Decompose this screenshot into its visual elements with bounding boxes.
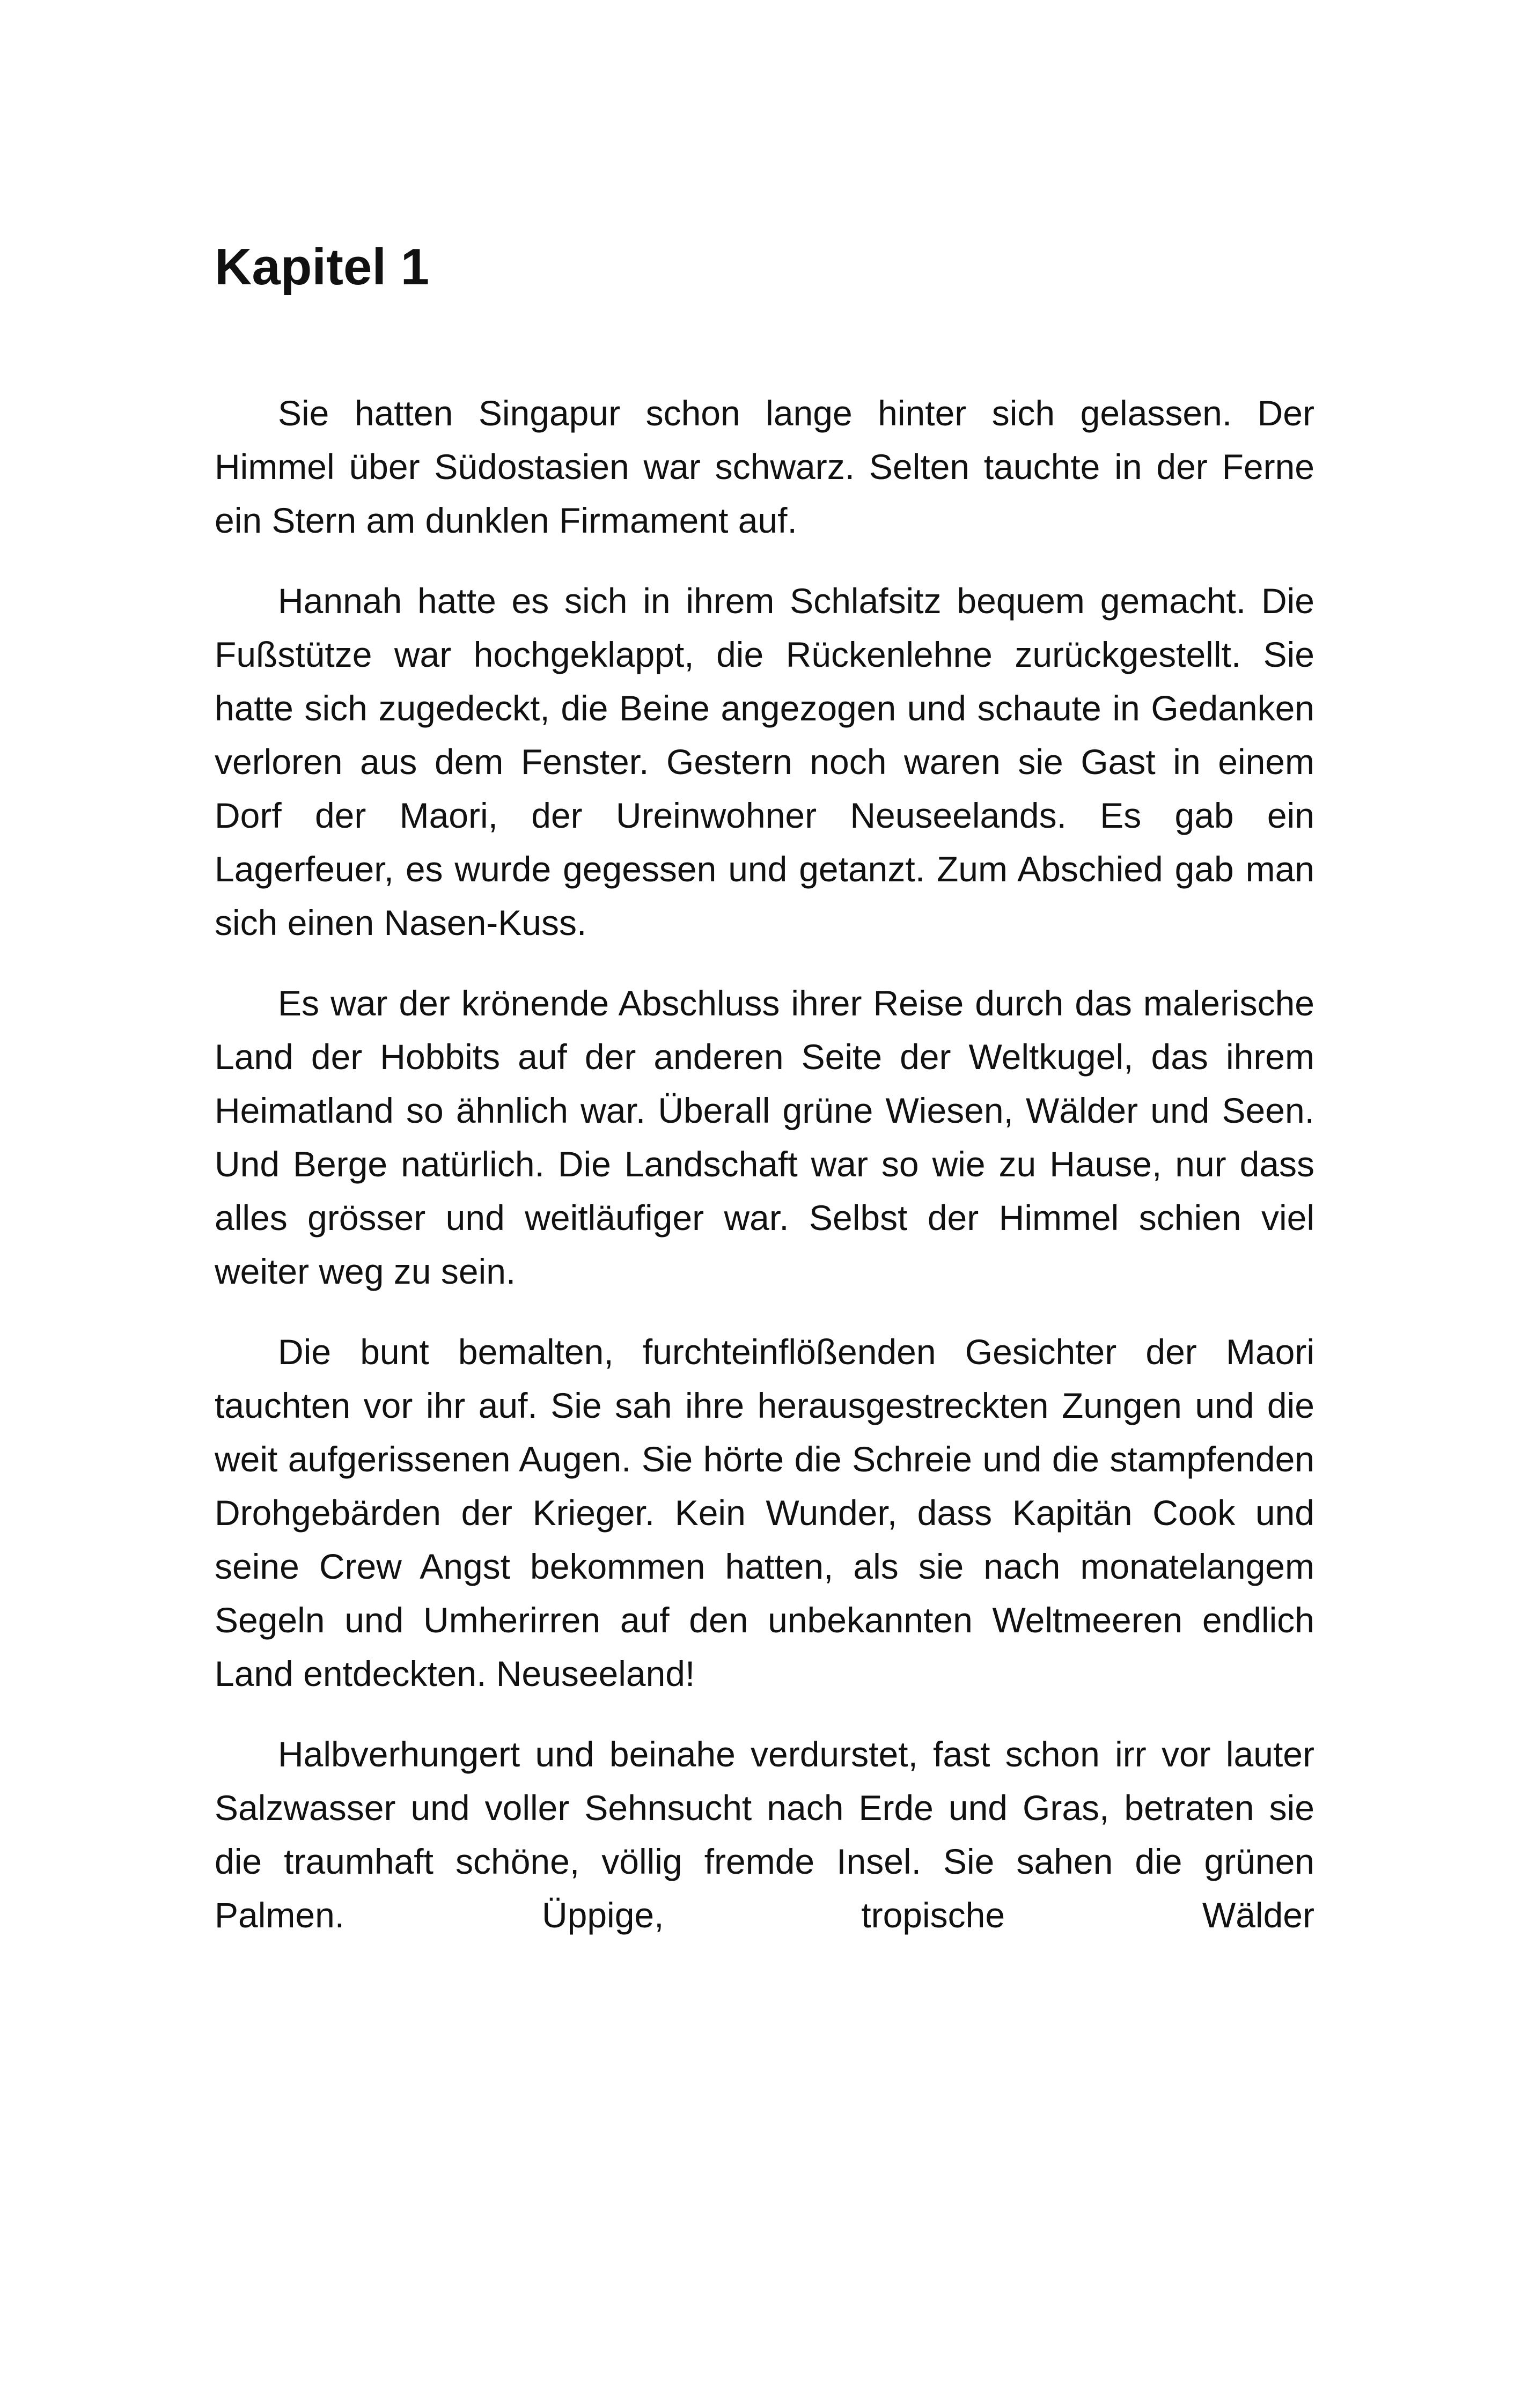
- chapter-body: [215, 386, 1314, 1969]
- paragraph-4: Die bunt bemalten, furchteinflößenden Gesichter der Maori tauchten vor ihr auf. Sie sah ihre herausgestreckten Zungen und die weit aufgerissenen Augen. Sie hörte die Schreie und die stampfenden Drohgebärden der Krieger. Kein Wunder, dass Kapitän Cook und seine Crew Angst bekommen hatten, als sie nach monatelangem Segeln und Umherirren auf den unbekannten Weltmeeren endlich Land entdeckten. Neuseeland!: [215, 1332, 1314, 1693]
- paragraph-3: Es war der krönende Abschluss ihrer Reise durch das malerische Land der Hobbits auf der anderen Seite der Weltkugel, das ihrem Heimatland so ähnlich war. Überall grüne Wiesen, Wälder und Seen. Und Berge natürlich. Die Landschaft war so wie zu Hause, nur dass alles grösser und weitläufiger war. Selbst der Himmel schien viel weiter weg zu sein.: [215, 983, 1314, 1291]
- chapter-title: Kapitel 1: [215, 238, 430, 296]
- paragraph-2: Hannah hatte es sich in ihrem Schlafsitz bequem gemacht. Die Fußstütze war hochgeklappt, die Rückenlehne zurückgestellt. Sie hatte sich zugedeckt, die Beine angezogen und schaute in Gedanken verloren aus dem Fenster. Gestern noch waren sie Gast in einem Dorf der Maori, der Ureinwohner Neuseelands. Es gab ein Lagerfeuer, es wurde gegessen und getanzt. Zum Abschied gab man sich einen Nasen-Kuss.: [215, 581, 1314, 942]
- paragraph-1: Sie hatten Singapur schon lange hinter sich gelassen. Der Himmel über Südostasien war schwarz. Selten tauchte in der Ferne ein Stern am dunklen Firmament auf.: [215, 393, 1314, 540]
- paragraph-5: Halbverhungert und beinahe verdurstet, fast schon irr vor lauter Salzwasser und voller Sehnsucht nach Erde und Gras, betraten sie die traumhaft schöne, völlig fremde Insel. Sie sahen die grünen Palmen. Üppige, tropische Wälder: [215, 1734, 1314, 1935]
